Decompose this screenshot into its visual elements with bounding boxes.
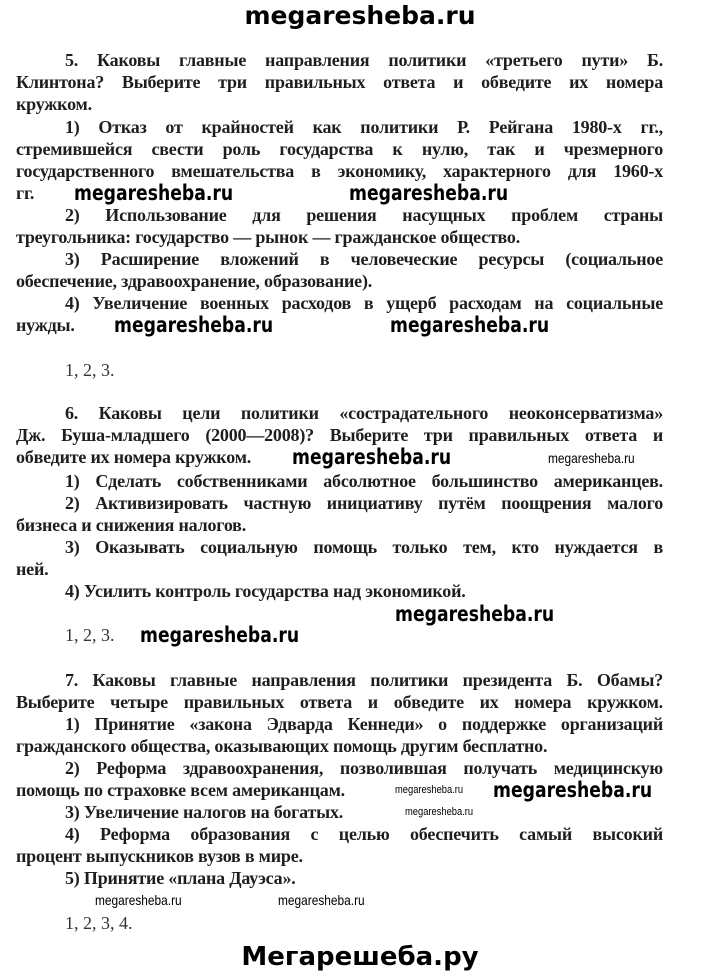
watermark: megaresheba.ru <box>405 806 474 818</box>
watermark: megaresheba.ru <box>95 892 182 908</box>
answer: 1, 2, 3. <box>65 360 115 380</box>
option-line: помощь по страховке всем американцам. <box>16 780 345 800</box>
question-text: Дж. Буша-младшего (2000—2008)? Выберите три правильных ответа и <box>16 425 663 445</box>
option-line: 1) Принятие «закона Эдварда Кеннеди» о поддержке организаций <box>65 714 663 734</box>
answer: 1, 2, 3, 4. <box>65 913 133 933</box>
watermark: megaresheba.ru <box>395 602 555 626</box>
option-line: треугольника: государство — рынок — гражданское общество. <box>16 227 521 247</box>
watermark: megaresheba.ru <box>74 181 234 205</box>
watermark: megaresheba.ru <box>548 450 635 466</box>
option-line: ней. <box>16 559 49 579</box>
option-line: 2) Реформа здравоохранения, позволившая получать медицинскую <box>65 758 663 778</box>
watermark: megaresheba.ru <box>278 892 365 908</box>
question-text: обведите их номера кружком. <box>16 447 252 467</box>
question-text: кружком. <box>16 94 92 114</box>
option-line: гг. <box>16 183 35 203</box>
option-line: гражданского общества, оказывающих помощь другим бесплатно. <box>16 736 548 756</box>
header-watermark: megaresheba.ru <box>244 1 476 30</box>
option-line: государственного вмешательства в экономику, характерного для 1960-х <box>16 161 663 181</box>
question-text: Выберите четыре правильных ответа и обведите их номера кружком. <box>16 692 663 712</box>
option-line: 3) Увеличение налогов на богатых. <box>65 802 344 822</box>
option-line: 1) Сделать собственниками абсолютное большинство американцев. <box>65 471 663 491</box>
question-text: Клинтона? Выберите три правильных ответа и обведите их номера <box>16 72 663 92</box>
option-line: обеспечение, здравоохранение, образование). <box>16 271 373 291</box>
option-line: нужды. <box>16 315 75 335</box>
option-line: 4) Увеличение военных расходов в ущерб расходам на социальные <box>65 293 663 313</box>
question-text: 5. Каковы главные направления политики «третьего пути» Б. <box>65 50 663 70</box>
watermark: megaresheba.ru <box>349 181 509 205</box>
option-line: бизнеса и снижения налогов. <box>16 515 247 535</box>
option-line: 4) Усилить контроль государства над экономикой. <box>65 581 466 601</box>
option-line: 5) Принятие «плана Дауэса». <box>65 868 296 888</box>
option-line: 3) Расширение вложений в человеческие ресурсы (социальное <box>65 249 663 269</box>
answer: 1, 2, 3. <box>65 625 115 645</box>
option-line: 2) Использование для решения насущных проблем страны <box>65 205 663 225</box>
watermark: megaresheba.ru <box>395 784 464 796</box>
watermark: megaresheba.ru <box>292 445 452 469</box>
option-line: 3) Оказывать социальную помощь только тем, кто нуждается в <box>65 537 663 557</box>
option-line: 1) Отказ от крайностей как политики Р. Рейгана 1980-х гг., <box>65 117 663 137</box>
option-line: 4) Реформа образования с целью обеспечить самый высокий <box>65 824 663 844</box>
question-text: 6. Каковы цели политики «сострадательного неоконсерватизма» <box>65 403 663 423</box>
watermark: megaresheba.ru <box>390 313 550 337</box>
watermark: megaresheba.ru <box>140 623 300 647</box>
watermark: megaresheba.ru <box>114 313 274 337</box>
option-line: стремившейся свести роль государства к нулю, так и чрезмерного <box>16 139 663 159</box>
option-line: 2) Активизировать частную инициативу путём поощрения малого <box>65 493 663 513</box>
question-text: 7. Каковы главные направления политики президента Б. Обамы? <box>65 670 663 690</box>
footer-brand: Мегарешеба.ру <box>241 942 479 972</box>
watermark: megaresheba.ru <box>493 778 653 802</box>
option-line: процент выпускников вузов в мире. <box>16 846 303 866</box>
